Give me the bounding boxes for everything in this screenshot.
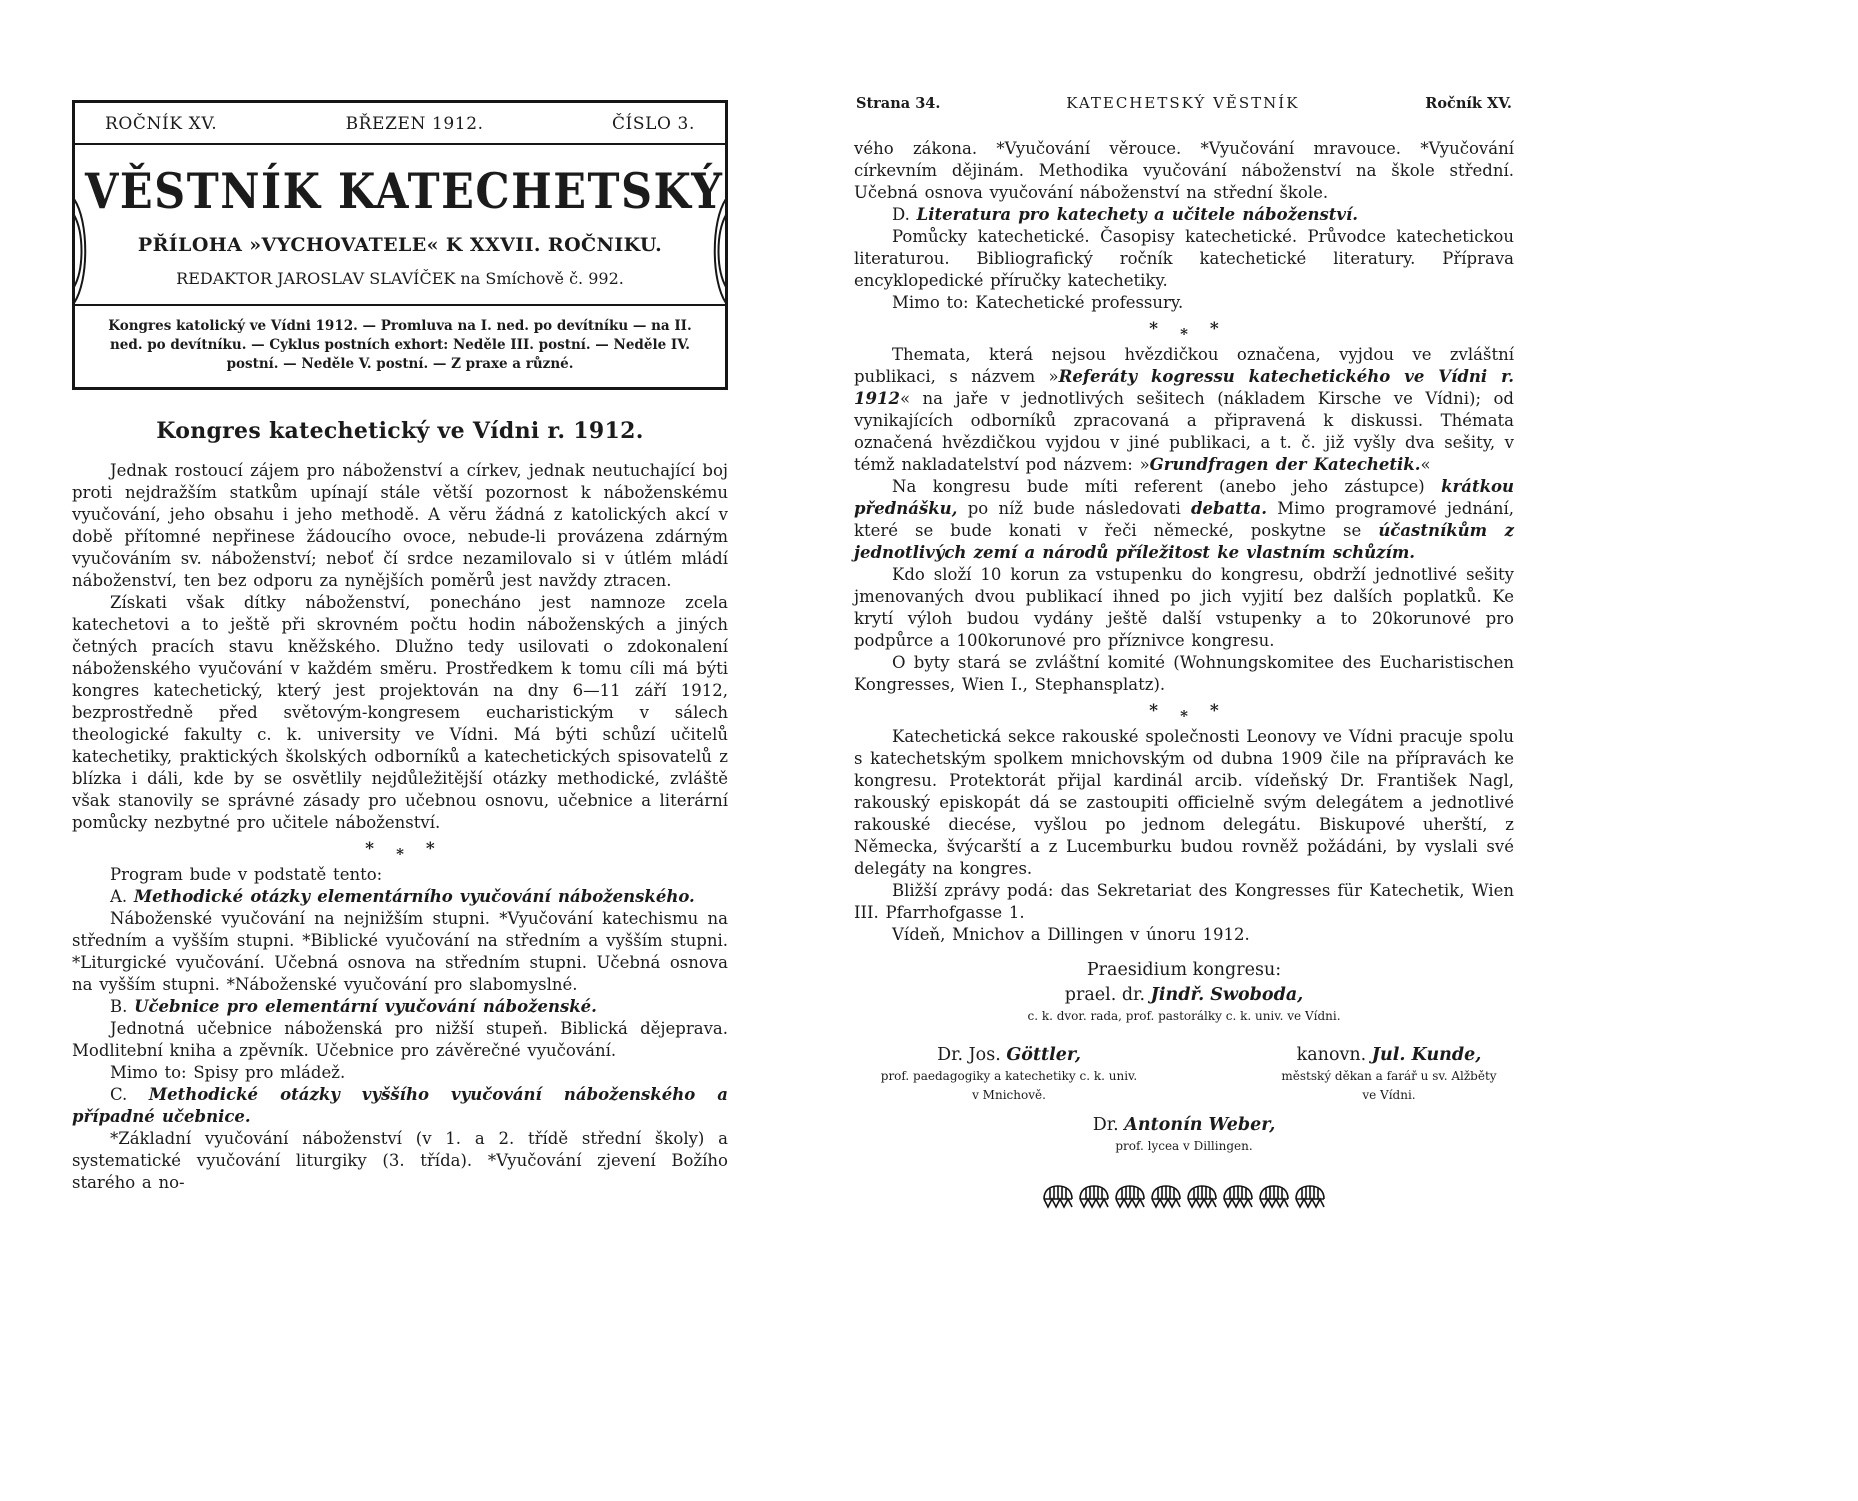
article-body-left-column	[72, 460, 728, 1194]
rosette-ornament-icon	[1185, 1184, 1219, 1215]
paragraph	[72, 1084, 728, 1128]
signatory-right-description: městský děkan a farář u sv. Alžběty	[1281, 1069, 1497, 1083]
paragraph	[854, 564, 1514, 652]
text-run: Učebnice pro elementární vyučování náboženské.	[134, 997, 597, 1016]
paragraph	[854, 476, 1514, 564]
text-run: Kdo složí 10 korun za vstupenku do kongresu, obdrží jednotlivé sešity jmenovaných dvou publikací ihned po jich vyjití bez dalších poplatků. Ke krytí výloh budou vydány ještě další vstupenky a to 20korunové pro podpůrce a 100korunové pro příznivce kongresu.	[854, 565, 1514, 650]
article-body-right-column	[854, 138, 1514, 946]
text-run: B.	[110, 997, 135, 1016]
text-run: A.	[110, 887, 134, 906]
text-run: Mimo to: Spisy pro mládež.	[110, 1063, 346, 1082]
rosette-ornament-icon	[1113, 1184, 1147, 1215]
rosette-ornament-icon	[1293, 1184, 1327, 1215]
ornament-row	[854, 1184, 1514, 1215]
paragraph	[854, 344, 1514, 476]
text-run: D.	[892, 205, 917, 224]
section-separator	[854, 698, 1514, 724]
rosette-ornament-icon	[1041, 1184, 1075, 1215]
text-run: *	[1149, 319, 1159, 339]
signatory-left-description-2: v Mnichově.	[972, 1088, 1046, 1102]
text-run: Vídeň, Mnichov a Dillingen v únoru 1912.	[892, 925, 1250, 944]
text-run: O byty stará se zvláštní komité (Wohnungskomitee des Eucharistischen Kongresses, Wien I., Stephansplatz).	[854, 653, 1514, 694]
paragraph	[72, 460, 728, 592]
text-run: Dr.	[1092, 1115, 1125, 1135]
text-run: Na kongresu bude míti referent (anebo jeho zástupce)	[892, 477, 1442, 496]
page-number-label: Strana 34.	[856, 95, 941, 112]
paragraph	[854, 880, 1514, 924]
paragraph	[854, 138, 1514, 204]
publication-title: VĚSTNÍK KATECHETSKÝ	[85, 163, 724, 221]
right-page	[854, 94, 1514, 1215]
paragraph	[854, 292, 1514, 314]
president-description: c. k. dvor. rada, prof. pastorálky c. k. univ. ve Vídni.	[1027, 1009, 1341, 1023]
volume-label-right: Ročník XV.	[1425, 95, 1512, 112]
text-run: *Základní vyučování náboženství (v 1. a 2. třídě střední školy) a systematické vyučování liturgiky (3. třída). *Vyučování zjevení Božího starého a no-	[72, 1129, 728, 1192]
text-run: vého zákona. *Vyučování věrouce. *Vyučování mravouce. *Vyučování církevním dějinám. Methodika vyučování náboženství na škole střední. Učebná osnova vyučování náboženství na střední škole.	[854, 139, 1514, 202]
text-run: «	[1420, 455, 1431, 474]
title-block	[75, 145, 725, 306]
text-run: *	[1180, 325, 1188, 343]
text-run: Antonín Weber,	[1124, 1115, 1276, 1135]
rosette-ornament-icon	[1257, 1184, 1291, 1215]
publication-subtitle: PŘÍLOHA »VYCHOVATELE« K XXVII. ROČNIKU.	[137, 234, 663, 256]
article-title: Kongres katechetický ve Vídni r. 1912.	[156, 418, 644, 444]
paragraph	[72, 1062, 728, 1084]
praesidium-title: Praesidium kongresu:	[1086, 960, 1282, 980]
text-run: prael. dr.	[1064, 985, 1151, 1005]
text-run: Dr. Jos.	[937, 1045, 1007, 1065]
issue-row	[75, 103, 725, 145]
text-run: Program bude v podstatě tento:	[110, 865, 383, 884]
text-run: Jindř. Swoboda,	[1150, 985, 1304, 1005]
section-separator	[72, 836, 728, 862]
text-run: C.	[110, 1085, 149, 1104]
text-run: « na jaře v jednotlivých sešitech (nákladem Kirsche ve Vídni); od vynikajících odborníků zpracovaná a připravená k diskussi. Thémata označená hvězdičkou vyjdou v jiné publikaci, a t. č. již vyšly dva sešity, v témž nakladatelství pod názvem: »	[854, 389, 1514, 474]
text-run: *	[396, 845, 404, 863]
paragraph	[854, 226, 1514, 292]
text-run: Literatura pro katechety a učitele náboženství.	[916, 205, 1358, 224]
text-run: kanovn.	[1296, 1045, 1372, 1065]
text-run: *	[1149, 701, 1159, 721]
praesidium-block	[854, 960, 1514, 1154]
signatory-center	[854, 1115, 1514, 1154]
paragraph	[854, 204, 1514, 226]
paragraph	[72, 1018, 728, 1062]
rosette-ornament-icon	[1149, 1184, 1183, 1215]
signatory-right	[1264, 1040, 1514, 1103]
text-run: Mimo to: Katechetické professury.	[892, 293, 1184, 312]
text-run: debatta.	[1191, 499, 1267, 518]
text-run: Methodické otázky elementárního vyučování náboženského.	[133, 887, 695, 906]
text-run: účastníkům z jednotlivých zemí a národů příležitost ke vlastním schůzím.	[854, 521, 1514, 562]
section-separator	[854, 316, 1514, 342]
signatory-right-description-2: ve Vídni.	[1362, 1088, 1416, 1102]
text-run: Grundfragen der Katechetik.	[1149, 455, 1421, 474]
text-run: Mimo programové jednání, které se bude konati v řeči německé, poskytne se	[854, 499, 1514, 540]
rosette-ornament-icon	[1221, 1184, 1255, 1215]
text-run: Jednak rostoucí zájem pro náboženství a církev, jednak neutuchající boj proti nejdražším statkům upínají stále větší pozornost k náboženskému vyučování, jeho obsahu i jeho methodě. A věru žádná z katolických akcí v době přítomné nepřinese žádoucího ovoce, nebude-li provázena zdárným vyučováním sv. náboženství; neboť čí srdce nezamilovalo si v útlém mládí náboženství, ten bez odporu za nynějších poměrů jest navždy ztracen.	[72, 461, 728, 590]
text-run: Themata, která nejsou hvězdičkou označena, vyjdou ve zvláštní publikaci, s názvem »	[854, 345, 1514, 386]
text-run: po níž bude následovati	[957, 499, 1192, 518]
paragraph	[72, 592, 728, 834]
paragraph	[854, 726, 1514, 880]
text-run: Methodické otázky vyššího vyučování náboženského a případné učebnice.	[72, 1085, 728, 1126]
running-header	[854, 94, 1514, 112]
date-label: BŘEZEN 1912.	[345, 114, 484, 134]
signatory-left	[854, 1040, 1164, 1103]
text-run: Pomůcky katechetické. Časopisy katechetické. Průvodce katechetickou literaturou. Bibliografický ročník katechetické literatury. Příprava encyklopedické příručky katechetiky.	[854, 227, 1514, 290]
left-page	[72, 100, 728, 1194]
text-run: Referáty kogressu katechetického ve Vídni r. 1912	[854, 367, 1514, 408]
text-run: Bližší zprávy podá: das Sekretariat des Kongresses für Katechetik, Wien III. Pfarrhofgasse 1.	[854, 881, 1514, 922]
paragraph	[72, 1128, 728, 1194]
volume-label: ROČNÍK XV.	[105, 114, 218, 134]
text-run: Katechetická sekce rakouské společnosti Leonovy ve Vídni pracuje spolu s katechetským spolkem mnichovským od dubna 1909 čile na přípravách ke kongresu. Protektorát přijal kardinál arcib. vídeňský Dr. František Nagl, rakouský episkopát dá se zastoupiti officielně svým delegátem a jednotlivé rakouské diecése, vyšlou po jednom delegátu. Biskupové uherští, z Německa, švýcarští a z Lucemburku budou rovněž požádáni, by vyslali své delegáty na kongres.	[854, 727, 1514, 878]
paragraph	[72, 886, 728, 908]
masthead-frame	[72, 100, 728, 390]
text-run: *	[1180, 707, 1188, 725]
editor-line: REDAKTOR JAROSLAV SLAVÍČEK na Smíchově č. 992.	[176, 269, 624, 288]
issue-contents-summary: Kongres katolický ve Vídni 1912. — Promluva na I. ned. po devítníku — na II. ned. po devítníku. — Cyklus postních exhort: Neděle III. postní. — Neděle IV. postní. — Neděle V. postní. — Z praxe a různé.	[108, 318, 692, 372]
running-title: KATECHETSKÝ VĚSTNÍK	[1066, 94, 1300, 112]
rosette-ornament-icon	[1077, 1184, 1111, 1215]
text-run: Získati však dítky náboženství, ponecháno jest namnoze zcela katechetovi a to ještě při skrovném počtu hodin náboženských a jiných četných pracích stavu kněžského. Dlužno tedy usilovati o zdokonalení náboženského vyučování v každém směru. Prostředkem k tomu cíli má býti kongres katechetický, který jest projektován na dny 6—11 září 1912, bezprostředně před světovým-kongresem eucharistickým v sálech theologické fakulty c. k. university ve Vídni. Má býti schůzí učitelů katechetiky, praktických školských odborníků a katechetických spisovatelů z blízka i dáli, kde by se osvětlily nejdůležitější otázky methodické, zvláště však stanovily se správné zásady pro učebnou osnovu, učebnice a literární pomůcky nezbytné pro učitele náboženství.	[72, 593, 728, 832]
text-run: Náboženské vyučování na nejnižším stupni. *Vyučování katechismu na středním a vyšším stupni. *Biblické vyučování na středním a vyšším stupni. *Liturgické vyučování. Učebná osnova na středním stupni. Učebná osnova na vyšším stupni. *Náboženské vyučování pro slabomyslné.	[72, 909, 728, 994]
signatory-left-name	[854, 1045, 1164, 1065]
text-run: *	[1209, 701, 1219, 721]
issue-number-label: ČÍSLO 3.	[611, 114, 695, 134]
signatory-left-description: prof. paedagogiky a katechetiky c. k. univ.	[880, 1069, 1138, 1083]
signatory-center-description: prof. lycea v Dillingen.	[1115, 1139, 1253, 1153]
signatory-center-name	[854, 1115, 1514, 1135]
text-run: Jul. Kunde,	[1371, 1045, 1482, 1065]
signatories-row	[854, 1040, 1514, 1103]
signatory-right-name	[1264, 1045, 1514, 1065]
text-run: Göttler,	[1006, 1045, 1081, 1065]
text-run: *	[365, 839, 375, 859]
paragraph	[72, 996, 728, 1018]
paragraph	[854, 652, 1514, 696]
text-run: *	[425, 839, 435, 859]
paragraph	[854, 924, 1514, 946]
text-run: krátkou přednášku,	[854, 477, 1514, 518]
paragraph	[72, 908, 728, 996]
text-run: Jednotná učebnice náboženská pro nižší stupeň. Biblická dějeprava. Modlitební kniha a zpěvník. Učebnice pro závěrečné vyučování.	[72, 1019, 728, 1060]
president-name	[854, 985, 1514, 1005]
paragraph	[72, 864, 728, 886]
text-run: *	[1209, 319, 1219, 339]
